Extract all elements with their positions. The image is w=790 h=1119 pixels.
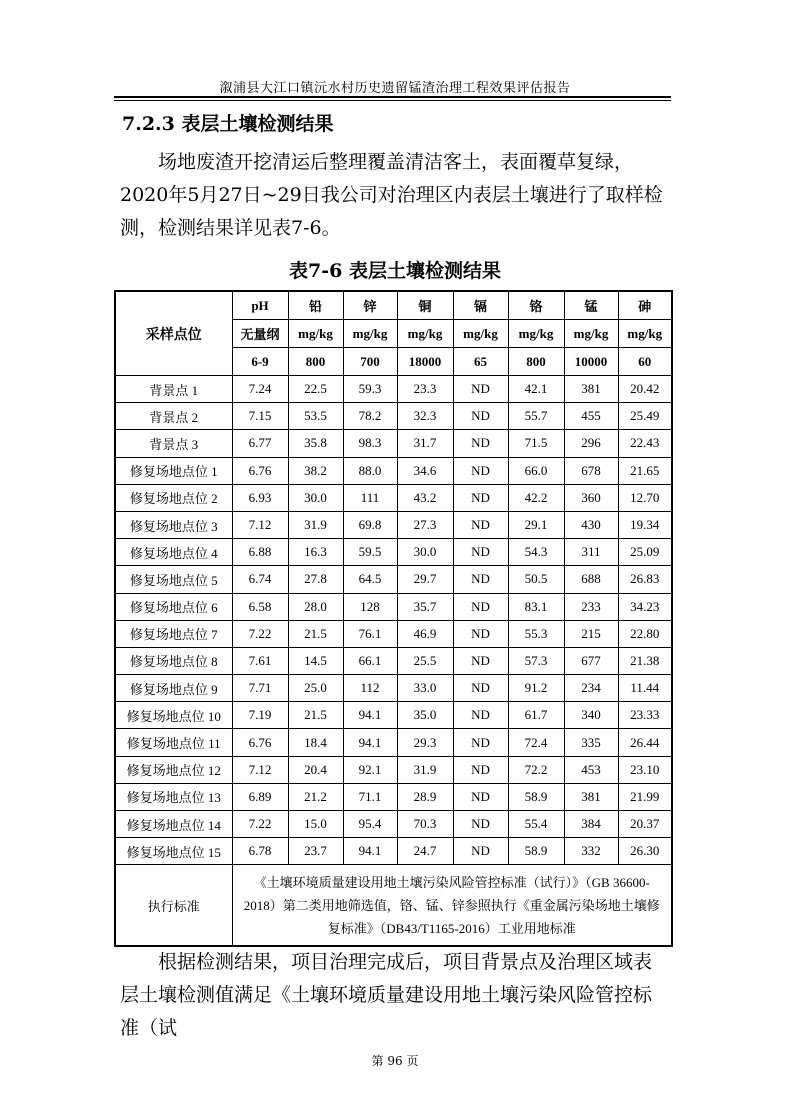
soil-results-table	[114, 290, 673, 947]
measurement-cell: 71.5	[508, 430, 564, 457]
table-row	[115, 376, 672, 403]
measurement-cell: 58.9	[508, 838, 564, 865]
measurement-cell: 7.22	[232, 620, 288, 647]
measurement-cell: ND	[453, 539, 508, 566]
measurement-cell: 35.7	[397, 593, 453, 620]
measurement-cell: 23.10	[618, 756, 672, 783]
measurement-cell: ND	[453, 376, 508, 403]
measurement-cell: 72.2	[508, 756, 564, 783]
measurement-cell: 7.12	[232, 756, 288, 783]
measurement-cell: 15.0	[288, 811, 343, 838]
table-row	[115, 403, 672, 430]
measurement-cell: 61.7	[508, 702, 564, 729]
table-row	[115, 647, 672, 674]
column-unit: mg/kg	[343, 320, 397, 348]
measurement-cell: 66.0	[508, 457, 564, 484]
column-unit: 无量纲	[232, 320, 288, 348]
measurement-cell: 360	[564, 484, 618, 511]
measurement-cell: 83.1	[508, 593, 564, 620]
measurement-cell: 6.77	[232, 430, 288, 457]
sample-site-cell: 修复场地点位 14	[115, 811, 232, 838]
measurement-cell: 16.3	[288, 539, 343, 566]
sample-site-cell: 修复场地点位 11	[115, 729, 232, 756]
measurement-cell: 23.3	[397, 376, 453, 403]
table-row	[115, 838, 672, 865]
sample-site-cell: 背景点 2	[115, 403, 232, 430]
measurement-cell: 233	[564, 593, 618, 620]
document-header-title: 溆浦县大江口镇沅水村历史遗留锰渣治理工程效果评估报告	[219, 81, 571, 96]
measurement-cell: 64.5	[343, 566, 397, 593]
measurement-cell: 59.3	[343, 376, 397, 403]
table-row	[115, 484, 672, 511]
sample-site-cell: 背景点 1	[115, 376, 232, 403]
sample-site-cell: 修复场地点位 1	[115, 457, 232, 484]
measurement-cell: 7.12	[232, 511, 288, 538]
sample-site-cell: 修复场地点位 15	[115, 838, 232, 865]
measurement-cell: 50.5	[508, 566, 564, 593]
measurement-cell: 7.61	[232, 647, 288, 674]
column-unit: mg/kg	[288, 320, 343, 348]
measurement-cell: 72.4	[508, 729, 564, 756]
measurement-cell: 31.7	[397, 430, 453, 457]
measurement-cell: 76.1	[343, 620, 397, 647]
column-unit: mg/kg	[453, 320, 508, 348]
measurement-cell: 66.1	[343, 647, 397, 674]
column-unit: mg/kg	[618, 320, 672, 348]
column-limit: 18000	[397, 348, 453, 376]
measurement-cell: 215	[564, 620, 618, 647]
sample-site-cell: 修复场地点位 9	[115, 675, 232, 702]
table-row	[115, 511, 672, 538]
measurement-cell: ND	[453, 430, 508, 457]
measurement-cell: 25.09	[618, 539, 672, 566]
sample-site-cell: 修复场地点位 7	[115, 620, 232, 647]
sample-site-cell: 背景点 3	[115, 430, 232, 457]
measurement-cell: 42.2	[508, 484, 564, 511]
measurement-cell: 38.2	[288, 457, 343, 484]
measurement-cell: 28.9	[397, 783, 453, 810]
measurement-cell: 7.15	[232, 403, 288, 430]
measurement-cell: 21.2	[288, 783, 343, 810]
measurement-cell: 26.30	[618, 838, 672, 865]
table-row	[115, 811, 672, 838]
measurement-cell: 311	[564, 539, 618, 566]
measurement-cell: 6.76	[232, 729, 288, 756]
standard-text: 《土壤环境质量建设用地土壤污染风险管控标准（试行）》（GB 36600-2018）第二类用地筛选值，铬、锰、锌参照执行《重金属污染场地土壤修复标准》（DB43/T1165-2016）工业用地标准	[232, 865, 672, 947]
measurement-cell: 7.24	[232, 376, 288, 403]
measurement-cell: ND	[453, 511, 508, 538]
table-body	[115, 376, 672, 865]
measurement-cell: 453	[564, 756, 618, 783]
measurement-cell: ND	[453, 838, 508, 865]
measurement-cell: 42.1	[508, 376, 564, 403]
measurement-cell: 25.5	[397, 647, 453, 674]
measurement-cell: 678	[564, 457, 618, 484]
measurement-cell: 55.3	[508, 620, 564, 647]
measurement-cell: ND	[453, 675, 508, 702]
measurement-cell: 7.19	[232, 702, 288, 729]
measurement-cell: 128	[343, 593, 397, 620]
column-limit: 800	[288, 348, 343, 376]
measurement-cell: 12.70	[618, 484, 672, 511]
intro-paragraph: 场地废渣开挖清运后整理覆盖清洁客土，表面覆草复绿，2020年5月27日~29日我公司对治理区内表层土壤进行了取样检测，检测结果详见表7-6。	[120, 151, 663, 239]
measurement-cell: 71.1	[343, 783, 397, 810]
standard-row	[115, 865, 672, 947]
measurement-cell: 7.22	[232, 811, 288, 838]
column-limit: 65	[453, 348, 508, 376]
measurement-cell: 6.93	[232, 484, 288, 511]
column-name: 铅	[288, 291, 343, 320]
measurement-cell: 57.3	[508, 647, 564, 674]
table-row	[115, 702, 672, 729]
column-limit: 800	[508, 348, 564, 376]
measurement-cell: 95.4	[343, 811, 397, 838]
column-limit: 700	[343, 348, 397, 376]
table-footer	[115, 865, 672, 947]
measurement-cell: 55.7	[508, 403, 564, 430]
measurement-cell: 6.74	[232, 566, 288, 593]
measurement-cell: 27.8	[288, 566, 343, 593]
measurement-cell: 31.9	[397, 756, 453, 783]
measurement-cell: 34.23	[618, 593, 672, 620]
measurement-cell: 234	[564, 675, 618, 702]
measurement-cell: 94.1	[343, 702, 397, 729]
measurement-cell: 94.1	[343, 729, 397, 756]
measurement-cell: 22.43	[618, 430, 672, 457]
measurement-cell: 14.5	[288, 647, 343, 674]
measurement-cell: 59.5	[343, 539, 397, 566]
column-unit: mg/kg	[397, 320, 453, 348]
table-row	[115, 539, 672, 566]
measurement-cell: 21.5	[288, 702, 343, 729]
measurement-cell: ND	[453, 457, 508, 484]
measurement-cell: 69.8	[343, 511, 397, 538]
measurement-cell: 46.9	[397, 620, 453, 647]
table-header	[115, 291, 672, 376]
measurement-cell: 430	[564, 511, 618, 538]
measurement-cell: 33.0	[397, 675, 453, 702]
measurement-cell: ND	[453, 756, 508, 783]
measurement-cell: 381	[564, 376, 618, 403]
measurement-cell: ND	[453, 729, 508, 756]
measurement-cell: 22.5	[288, 376, 343, 403]
row-header-label: 采样点位	[115, 291, 232, 376]
measurement-cell: 26.83	[618, 566, 672, 593]
table-row	[115, 566, 672, 593]
measurement-cell: ND	[453, 702, 508, 729]
measurement-cell: ND	[453, 566, 508, 593]
measurement-cell: 30.0	[397, 539, 453, 566]
column-name: 镉	[453, 291, 508, 320]
column-name: pH	[232, 291, 288, 320]
sample-site-cell: 修复场地点位 3	[115, 511, 232, 538]
measurement-cell: 332	[564, 838, 618, 865]
measurement-cell: ND	[453, 811, 508, 838]
table-row	[115, 430, 672, 457]
measurement-cell: 35.8	[288, 430, 343, 457]
measurement-cell: 54.3	[508, 539, 564, 566]
measurement-cell: 53.5	[288, 403, 343, 430]
measurement-cell: 6.58	[232, 593, 288, 620]
sample-site-cell: 修复场地点位 5	[115, 566, 232, 593]
measurement-cell: 112	[343, 675, 397, 702]
measurement-cell: 27.3	[397, 511, 453, 538]
measurement-cell: 677	[564, 647, 618, 674]
measurement-cell: 21.99	[618, 783, 672, 810]
measurement-cell: 78.2	[343, 403, 397, 430]
table-row	[115, 675, 672, 702]
measurement-cell: 384	[564, 811, 618, 838]
measurement-cell: 92.1	[343, 756, 397, 783]
measurement-cell: 21.38	[618, 647, 672, 674]
page-number: 第 96 页	[371, 1054, 419, 1068]
measurement-cell: 335	[564, 729, 618, 756]
sample-site-cell: 修复场地点位 13	[115, 783, 232, 810]
measurement-cell: 29.7	[397, 566, 453, 593]
column-name: 砷	[618, 291, 672, 320]
measurement-cell: 25.49	[618, 403, 672, 430]
measurement-cell: 35.0	[397, 702, 453, 729]
column-name: 锌	[343, 291, 397, 320]
measurement-cell: 30.0	[288, 484, 343, 511]
measurement-cell: 34.6	[397, 457, 453, 484]
measurement-cell: 340	[564, 702, 618, 729]
table-caption: 表7-6 表层土壤检测结果	[289, 260, 501, 282]
sample-site-cell: 修复场地点位 10	[115, 702, 232, 729]
table-row	[115, 457, 672, 484]
header-rule-thick	[114, 96, 671, 98]
measurement-cell: 21.5	[288, 620, 343, 647]
measurement-cell: 43.2	[397, 484, 453, 511]
measurement-cell: 21.65	[618, 457, 672, 484]
column-limit: 10000	[564, 348, 618, 376]
table-row	[115, 756, 672, 783]
measurement-cell: 20.37	[618, 811, 672, 838]
column-name: 锰	[564, 291, 618, 320]
measurement-cell: 6.89	[232, 783, 288, 810]
measurement-cell: ND	[453, 484, 508, 511]
measurement-cell: ND	[453, 783, 508, 810]
measurement-cell: 98.3	[343, 430, 397, 457]
measurement-cell: 688	[564, 566, 618, 593]
measurement-cell: 32.3	[397, 403, 453, 430]
measurement-cell: 29.3	[397, 729, 453, 756]
standard-label: 执行标准	[115, 865, 232, 947]
measurement-cell: 29.1	[508, 511, 564, 538]
table-row	[115, 783, 672, 810]
header-row-names	[115, 291, 672, 320]
measurement-cell: 22.80	[618, 620, 672, 647]
table-row	[115, 620, 672, 647]
measurement-cell: 296	[564, 430, 618, 457]
measurement-cell: 28.0	[288, 593, 343, 620]
column-unit: mg/kg	[564, 320, 618, 348]
header-rule-thin	[114, 100, 671, 101]
column-limit: 60	[618, 348, 672, 376]
measurement-cell: 55.4	[508, 811, 564, 838]
measurement-cell: 31.9	[288, 511, 343, 538]
measurement-cell: 20.42	[618, 376, 672, 403]
measurement-cell: 94.1	[343, 838, 397, 865]
measurement-cell: 111	[343, 484, 397, 511]
table-row	[115, 593, 672, 620]
measurement-cell: ND	[453, 620, 508, 647]
measurement-cell: ND	[453, 403, 508, 430]
sample-site-cell: 修复场地点位 6	[115, 593, 232, 620]
conclusion-paragraph: 根据检测结果，项目治理完成后，项目背景点及治理区域表层土壤检测值满足《土壤环境质量建设用地土壤污染风险管控标准（试	[120, 951, 653, 1039]
measurement-cell: 26.44	[618, 729, 672, 756]
sample-site-cell: 修复场地点位 2	[115, 484, 232, 511]
measurement-cell: 23.7	[288, 838, 343, 865]
measurement-cell: 6.78	[232, 838, 288, 865]
measurement-cell: 11.44	[618, 675, 672, 702]
column-limit: 6-9	[232, 348, 288, 376]
section-heading: 7.2.3 表层土壤检测结果	[122, 113, 334, 135]
sample-site-cell: 修复场地点位 4	[115, 539, 232, 566]
column-unit: mg/kg	[508, 320, 564, 348]
measurement-cell: 24.7	[397, 838, 453, 865]
measurement-cell: 19.34	[618, 511, 672, 538]
sample-site-cell: 修复场地点位 8	[115, 647, 232, 674]
measurement-cell: 20.4	[288, 756, 343, 783]
measurement-cell: 455	[564, 403, 618, 430]
measurement-cell: 88.0	[343, 457, 397, 484]
measurement-cell: ND	[453, 647, 508, 674]
measurement-cell: 6.88	[232, 539, 288, 566]
measurement-cell: 70.3	[397, 811, 453, 838]
measurement-cell: 58.9	[508, 783, 564, 810]
measurement-cell: 381	[564, 783, 618, 810]
measurement-cell: 18.4	[288, 729, 343, 756]
measurement-cell: 25.0	[288, 675, 343, 702]
column-name: 铜	[397, 291, 453, 320]
column-name: 铬	[508, 291, 564, 320]
measurement-cell: 23.33	[618, 702, 672, 729]
measurement-cell: 7.71	[232, 675, 288, 702]
measurement-cell: 6.76	[232, 457, 288, 484]
measurement-cell: ND	[453, 593, 508, 620]
table-row	[115, 729, 672, 756]
measurement-cell: 91.2	[508, 675, 564, 702]
sample-site-cell: 修复场地点位 12	[115, 756, 232, 783]
